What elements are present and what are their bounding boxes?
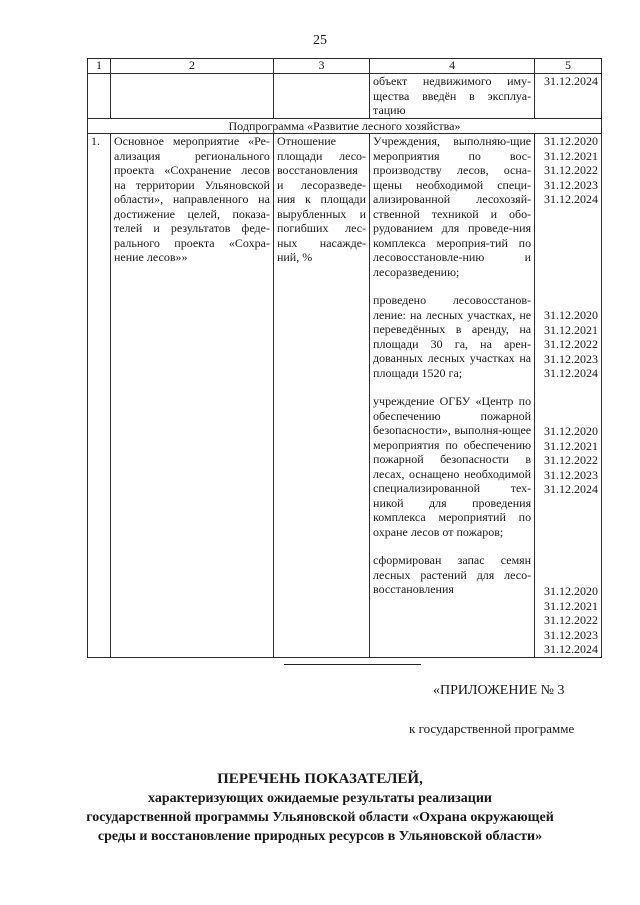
continuation-date: 31.12.2024 <box>535 74 602 119</box>
dates-group-4 <box>538 584 598 657</box>
continuation-cell-1 <box>88 74 111 119</box>
indicator-table <box>87 58 602 658</box>
dates-group-2 <box>538 308 598 424</box>
heading-line-2: характеризующих ожидаемые результаты реализации <box>148 791 492 806</box>
continuation-cell-2 <box>110 74 273 119</box>
date: 31.12.2020 <box>544 134 598 148</box>
date: 31.12.2023 <box>544 627 598 642</box>
dates-group-3 <box>538 424 598 584</box>
header-cell-4: 4 <box>370 59 535 74</box>
date: 31.12.2023 <box>544 467 598 482</box>
heading-line-4: среды и восстановление природных ресурсов в Ульяновской области» <box>97 829 543 844</box>
table-header-row <box>88 59 602 74</box>
date: 31.12.2022 <box>544 453 598 467</box>
continuation-row <box>88 74 602 119</box>
header-cell-5: 5 <box>535 59 602 74</box>
appendix-title: «ПРИЛОЖЕНИЕ № 3 <box>433 683 565 698</box>
page-number: 25 <box>313 33 327 48</box>
date: 31.12.2023 <box>544 351 598 366</box>
date: 31.12.2020 <box>544 584 598 598</box>
date: 31.12.2021 <box>544 322 598 337</box>
continuation-cell-3 <box>273 74 369 119</box>
date: 31.12.2024 <box>544 642 598 656</box>
date: 31.12.2024 <box>544 192 598 206</box>
header-cell-1: 1 <box>88 59 111 74</box>
date: 31.12.2021 <box>544 148 598 163</box>
subprogram-title: Подпрограмма «Развитие лесного хозяйства» <box>88 118 602 134</box>
document-heading <box>0 770 640 846</box>
heading-line-1: ПЕРЕЧЕНЬ ПОКАЗАТЕЛЕЙ, <box>217 771 423 787</box>
heading-line-3: государственной программы Ульяновской области «Охрана окружающей <box>86 810 554 825</box>
date: 31.12.2024 <box>544 366 598 380</box>
result-text-3: учреждение ОГБУ «Центр по обеспечению пожарной безопасности», выполня-ющее мероприятия по обеспечению пожарной безопасности в лесах, оснащено необходимой специализированной тех-никой для проведения комплекса мероприятий по охране лесов от пожаров; <box>373 394 532 539</box>
date: 31.12.2023 <box>544 177 598 192</box>
event-name: Основное мероприятие «Ре-ализация регионального проекта «Сохранение лесов на территории Ульяновской области», направленного на достижение целей, показа-телей и результатов феде-рального проекта «Сохра-нение лесов»» <box>110 134 273 658</box>
result-text-4: сформирован запас семян лесных растений для лесо-восстановления <box>373 553 532 596</box>
header-cell-2: 2 <box>110 59 273 74</box>
row-number: 1. <box>88 134 111 658</box>
appendix-subtitle: к государственной программе <box>409 721 575 736</box>
indicator-name: Отношение площади лесо-восстановления и лесоразведе-ния к площади вырубленных и погибших лес-ных насажде-ний, % <box>273 134 369 658</box>
dates-group-1 <box>538 134 598 308</box>
date: 31.12.2022 <box>544 613 598 627</box>
date: 31.12.2020 <box>544 308 598 322</box>
separator-line <box>284 664 421 665</box>
date: 31.12.2024 <box>544 482 598 496</box>
date: 31.12.2022 <box>544 163 598 177</box>
results-cell <box>370 134 535 658</box>
table-row <box>88 134 602 658</box>
subprogram-row <box>88 118 602 134</box>
dates-cell <box>535 134 602 658</box>
date: 31.12.2022 <box>544 337 598 351</box>
date: 31.12.2021 <box>544 438 598 453</box>
date: 31.12.2021 <box>544 598 598 613</box>
result-text-2: проведено лесовосстанов-ление: на лесных участках, не переведённых в аренду, на площади 30 га, на арен-дованных лесных участках на площади 1520 га; <box>373 293 532 380</box>
header-cell-3: 3 <box>273 59 369 74</box>
continuation-result: объект недвижимого иму-щества введён в эксплуа-тацию <box>370 74 535 119</box>
result-text-1: Учреждения, выполняю-щие мероприятия по вос-производству лесов, осна-щены необходимой специ-ализированной лесохозяй-ственной техникой и обо-рудованием для проведе-ния комплекса мероприя-тий по лесовосстановле-нию и лесоразведению; <box>373 134 532 279</box>
date: 31.12.2020 <box>544 424 598 438</box>
